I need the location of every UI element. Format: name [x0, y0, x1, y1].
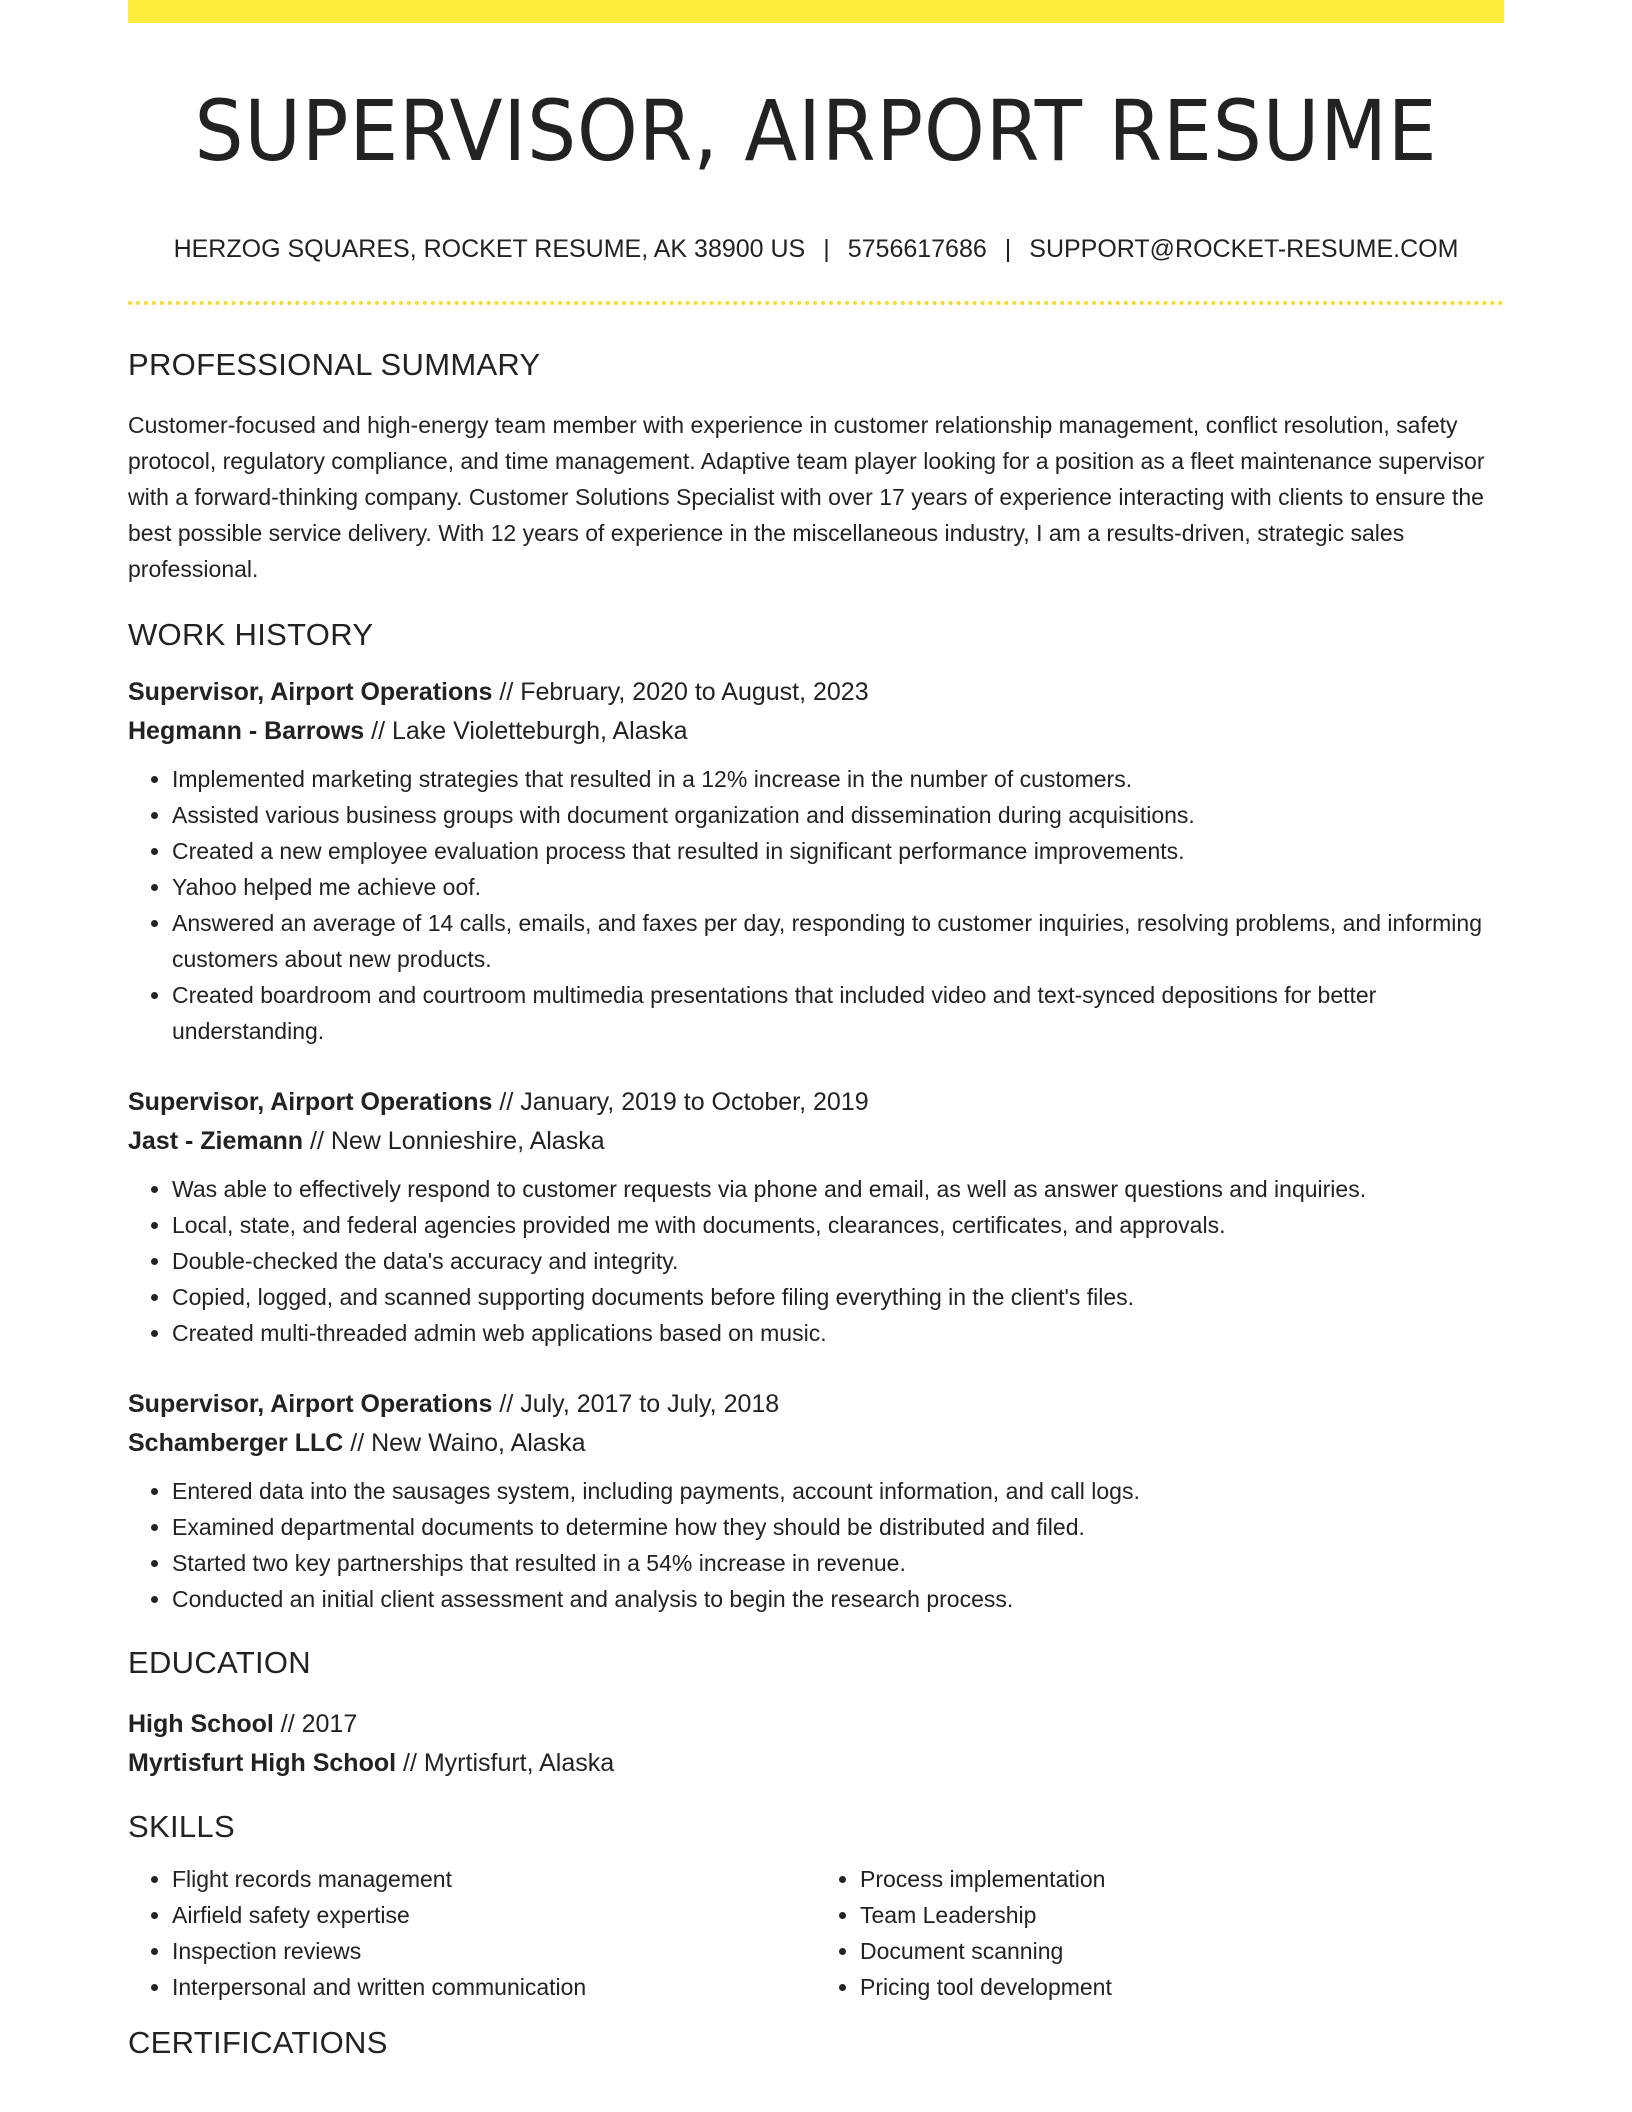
list-item: • Created a new employee evaluation process that resulted in significant performance improvements. [172, 833, 1504, 869]
education-degree: High School [128, 1710, 274, 1738]
top-accent-bar [128, 0, 1504, 23]
list-item: • Double-checked the data's accuracy and integrity. [172, 1243, 1504, 1279]
list-item: • Flight records management [172, 1861, 816, 1897]
education-entry [128, 1705, 1504, 1783]
contact-phone: 5756617686 [847, 235, 987, 263]
job-title-line [128, 1385, 1504, 1424]
education-school: Myrtisfurt High School [128, 1749, 397, 1777]
job-bullets [128, 1171, 1504, 1351]
job-title-line [128, 673, 1504, 712]
education-year: // 2017 [273, 1710, 358, 1738]
job-title: Supervisor, Airport Operations [128, 1088, 493, 1116]
section-heading-skills: SKILLS [128, 1809, 235, 1844]
section-heading-summary: PROFESSIONAL SUMMARY [128, 347, 541, 382]
section-heading-work: WORK HISTORY [128, 617, 374, 652]
skills-columns [128, 1861, 1504, 2005]
education-degree-line [128, 1705, 1504, 1744]
list-item: • Assisted various business groups with document organization and dissemination during acquisitions. [172, 797, 1504, 833]
job-entry [128, 1083, 1504, 1351]
list-item: • Document scanning [860, 1933, 1504, 1969]
education-location: // Myrtisfurt, Alaska [396, 1749, 615, 1777]
list-item: • Implemented marketing strategies that resulted in a 12% increase in the number of customers. [172, 761, 1504, 797]
list-item: • Process implementation [860, 1861, 1504, 1897]
resume-title: SUPERVISOR, AIRPORT RESUME [194, 82, 1438, 180]
list-item: • Inspection reviews [172, 1933, 816, 1969]
job-dates: // January, 2019 to October, 2019 [492, 1088, 869, 1116]
list-item: • Was able to effectively respond to customer requests via phone and email, as well as answer questions and inquiries. [172, 1171, 1504, 1207]
job-location: // New Waino, Alaska [343, 1429, 586, 1457]
contact-email[interactable]: SUPPORT@ROCKET-RESUME.COM [1029, 235, 1459, 263]
job-title: Supervisor, Airport Operations [128, 678, 493, 706]
list-item: • Started two key partnerships that resulted in a 54% increase in revenue. [172, 1545, 1504, 1581]
summary-text: Customer-focused and high-energy team member with experience in customer relationship management, conflict resolution, safety protocol, regulatory compliance, and time management. Adaptive team player looking for a position as a fleet maintenance supervisor with a forward-thinking company. Customer Solutions Specialist with over 17 years of experience interacting with clients to ensure the best possible service delivery. With 12 years of experience in the miscellaneous industry, I am a results-driven, strategic sales professional. [128, 412, 1485, 582]
skills-list-left [128, 1861, 816, 2005]
job-dates: // February, 2020 to August, 2023 [492, 678, 869, 706]
list-item: • Entered data into the sausages system, including payments, account information, and call logs. [172, 1473, 1504, 1509]
job-bullets [128, 761, 1504, 1049]
contact-line [128, 233, 1504, 265]
section-heading-education: EDUCATION [128, 1645, 311, 1680]
resume-page [128, 0, 1504, 2063]
education-school-line [128, 1744, 1504, 1783]
job-company-line [128, 1424, 1504, 1463]
job-company-line [128, 1122, 1504, 1161]
dotted-divider [128, 301, 1504, 305]
list-item: • Conducted an initial client assessment and analysis to begin the research process. [172, 1581, 1504, 1617]
list-item: • Created multi-threaded admin web applications based on music. [172, 1315, 1504, 1351]
job-bullets [128, 1473, 1504, 1617]
list-item: • Created boardroom and courtroom multimedia presentations that included video and text-synced depositions for better understanding. [172, 977, 1504, 1049]
job-title-line [128, 1083, 1504, 1122]
job-dates: // July, 2017 to July, 2018 [492, 1390, 780, 1418]
contact-separator: | [1004, 235, 1012, 263]
job-title: Supervisor, Airport Operations [128, 1390, 493, 1418]
job-entry [128, 673, 1504, 1049]
section-heading-certifications: CERTIFICATIONS [128, 2025, 388, 2060]
list-item: • Yahoo helped me achieve oof. [172, 869, 1504, 905]
skills-list-right [816, 1861, 1504, 2005]
list-item: • Airfield safety expertise [172, 1897, 816, 1933]
job-location: // New Lonnieshire, Alaska [303, 1127, 605, 1155]
list-item: • Answered an average of 14 calls, emails, and faxes per day, responding to customer inquiries, resolving problems, and informing customers about new products. [172, 905, 1504, 977]
job-company: Schamberger LLC [128, 1429, 344, 1457]
list-item: • Team Leadership [860, 1897, 1504, 1933]
list-item: • Copied, logged, and scanned supporting documents before filing everything in the client's files. [172, 1279, 1504, 1315]
list-item: • Interpersonal and written communication [172, 1969, 816, 2005]
contact-separator: | [823, 235, 830, 263]
list-item: • Examined departmental documents to determine how they should be distributed and filed. [172, 1509, 1504, 1545]
job-company: Hegmann - Barrows [128, 717, 365, 745]
job-company-line [128, 712, 1504, 751]
job-entry [128, 1385, 1504, 1617]
list-item: • Local, state, and federal agencies provided me with documents, clearances, certificates, and approvals. [172, 1207, 1504, 1243]
list-item: • Pricing tool development [860, 1969, 1504, 2005]
contact-address: HERZOG SQUARES, ROCKET RESUME, AK 38900 US [173, 235, 806, 263]
job-company: Jast - Ziemann [128, 1127, 304, 1155]
job-location: // Lake Violetteburgh, Alaska [364, 717, 688, 745]
